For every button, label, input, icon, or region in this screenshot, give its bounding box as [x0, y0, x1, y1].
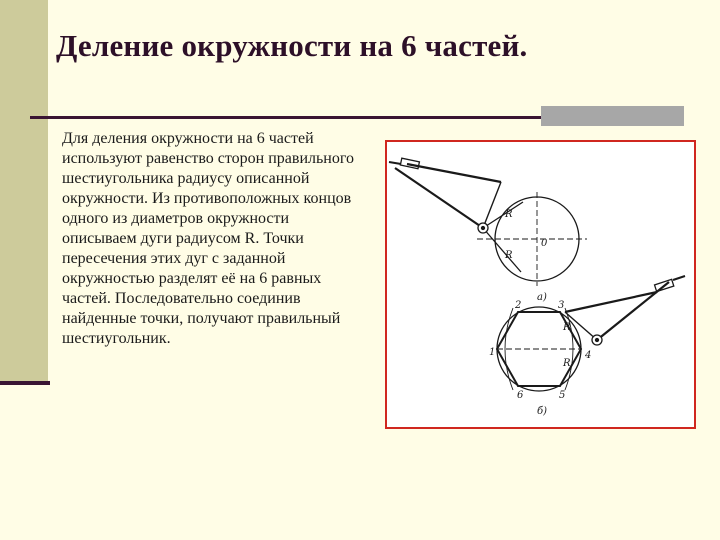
decorative-corner-block: [541, 106, 684, 126]
decorative-side-bar: [0, 0, 48, 382]
compass-needle-a: [389, 162, 401, 164]
compass-needle-b: [673, 276, 685, 280]
body-paragraph: Для деления окружности на 6 частей используют равенство сторон правильного шестиугольника радиусу описанной окружности. Из противоположных концов одного из диаметров окружности описываем дуги радиусом R. Точки пересечения этих дуг с заданной окружностью разделят её на 6 равных частей. Последовательно соединив найденные точки, получают правильный шестиугольник.: [62, 130, 355, 347]
caption-a: а): [537, 292, 547, 303]
radius-line-bottom: [483, 228, 521, 272]
radius-line-top: [483, 202, 523, 228]
label-radius-top: R: [505, 209, 513, 220]
label-point-6: 6: [517, 390, 524, 401]
construction-figure: [385, 140, 696, 429]
label-radius-b1: R: [563, 322, 571, 333]
side-divider: [0, 381, 50, 385]
label-point-5: 5: [559, 390, 566, 401]
slide-title: Деление окружности на 6 частей.: [56, 28, 528, 63]
label-point-3: 3: [558, 300, 565, 311]
label-radius-bottom: R: [505, 250, 513, 261]
label-point-1: 1: [489, 347, 496, 358]
label-point-2: 2: [515, 300, 522, 311]
label-radius-b2: R: [563, 358, 571, 369]
construction-drawing: [387, 142, 694, 427]
label-point-4: 4: [585, 350, 592, 361]
caption-b: б): [537, 406, 548, 417]
compass-leg-a2: [407, 164, 501, 182]
label-center: 0: [541, 238, 548, 249]
